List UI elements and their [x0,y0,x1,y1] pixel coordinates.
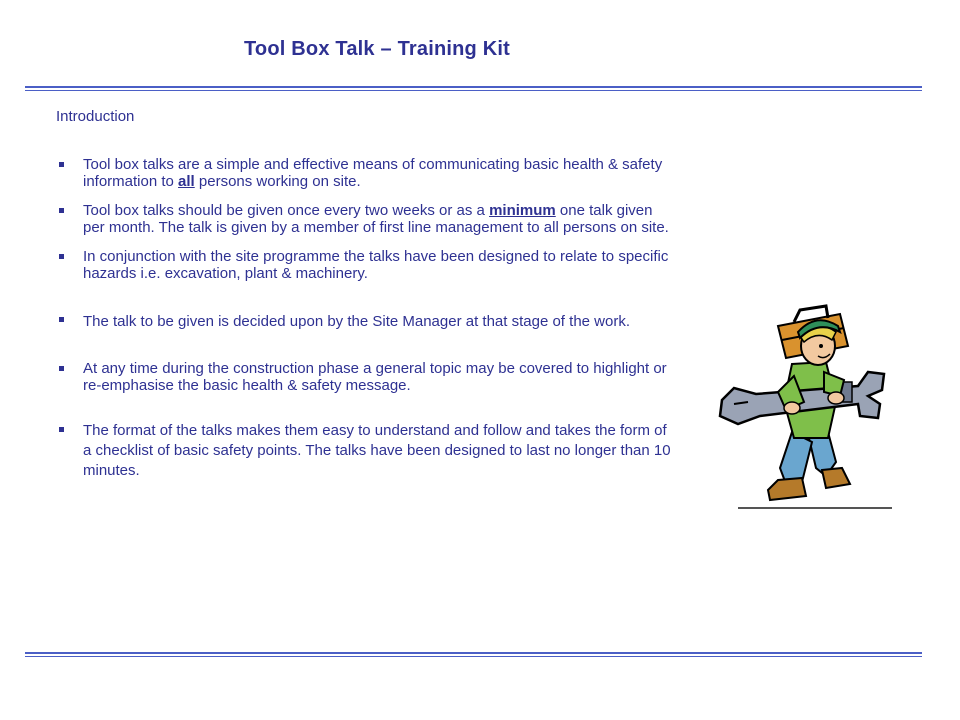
bullet-square-icon [59,254,64,259]
list-item [56,421,678,481]
list-item [56,311,678,333]
bullet-text: one talk given per month. The talk is given by a member of first line management to all persons on site. [83,202,669,236]
top-divider [25,86,922,91]
emphasis-text: all [178,173,195,190]
intro-heading: Introduction [56,108,135,125]
slide-title: Tool Box Talk – Training Kit [244,38,510,60]
bullet-text: persons working on site. [194,173,361,190]
list-item [56,156,678,190]
bullet-text: The talk to be given is decided upon by the Site Manager at that stage of the work. [83,313,631,330]
bullet-text: In conjunction with the site programme the talks have been designed to relate to specific hazards i.e. excavation, plant & machinery. [83,248,669,282]
bullet-square-icon [59,208,64,213]
bullet-square-icon [59,427,64,432]
list-item [56,248,678,282]
bullet-text: Tool box talks should be given once every two weeks or as a [83,202,490,219]
bullet-text: Tool box talks are a simple and effective means of communicating basic health & safety information to [83,156,663,190]
list-item [56,360,678,394]
bullet-square-icon [59,317,64,322]
bullet-square-icon [59,162,64,167]
bottom-divider [25,652,922,657]
bullet-text: At any time during the construction phase a general topic may be covered to highlight or re-emphasise the basic health & safety message. [83,360,667,394]
bullet-square-icon [59,366,64,371]
bullet-list [56,156,678,481]
emphasis-text: minimum [489,202,556,219]
bullet-text: The format of the talks makes them easy to understand and follow and takes the form of a checklist of basic safety points. The talks have been designed to last no longer than 10 minutes. [83,422,671,479]
list-item [56,202,678,236]
worker-carrying-toolbox-and-wrench-icon [708,292,894,514]
